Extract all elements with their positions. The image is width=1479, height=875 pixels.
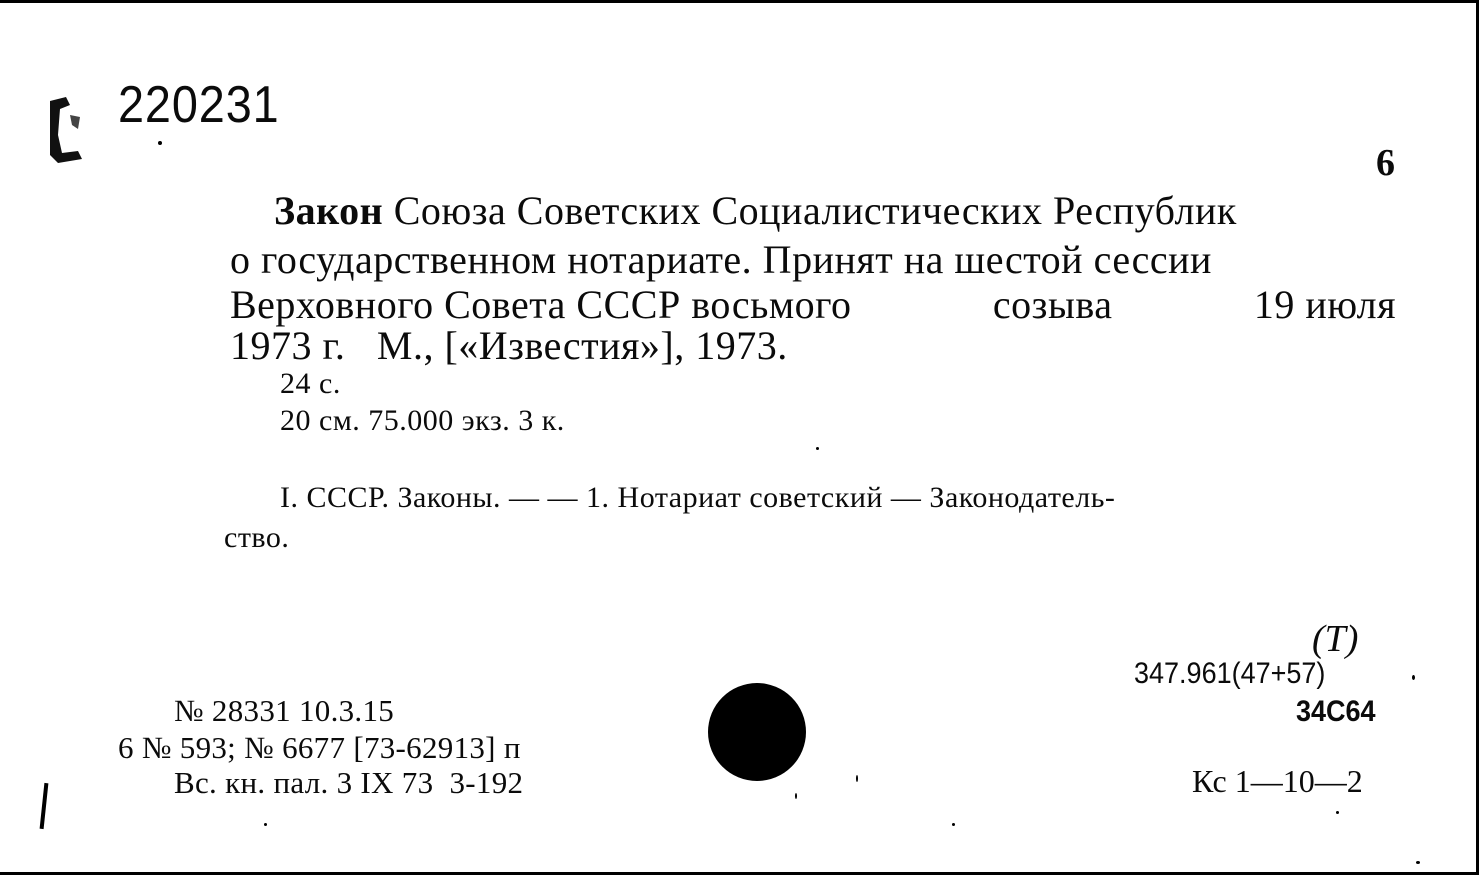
accession-line-1: № 28331 10.3.15	[174, 693, 395, 728]
title-line-2: о государственном нотариате. Принят на шестой сессии	[230, 237, 1212, 282]
title-line-3-part-c: 19 июля	[1253, 282, 1396, 327]
handwritten-mark: (Т)	[1312, 618, 1359, 660]
speck	[952, 823, 955, 826]
speck	[264, 823, 267, 826]
speck	[795, 793, 797, 799]
title-heading: Закон	[274, 188, 384, 233]
speck	[158, 141, 162, 145]
title-line-1	[274, 186, 1402, 235]
kc-code: Кс 1—10—2	[1192, 763, 1363, 799]
pencil-mark	[40, 783, 49, 829]
title-line-3-part-b: созыва	[992, 282, 1113, 327]
accession-line-3: Вс. кн. пал. 3 IX 73 3-192	[174, 765, 524, 800]
shelf-mark: 34С64	[1296, 695, 1376, 728]
imprint-line: 1973 г. М., [«Известия»], 1973.	[230, 323, 788, 368]
accession-line-2: 6 № 593; № 6677 [73-62913] п	[118, 730, 521, 765]
subject-headings-continued: ство.	[224, 521, 290, 554]
punch-hole	[708, 683, 806, 781]
subject-headings: I. СССР. Законы. — — 1. Нотариат советский — Законодатель-	[280, 481, 1116, 514]
udc-index: 347.961(47+57)	[1134, 657, 1326, 690]
speck	[1336, 811, 1339, 814]
copy-count: 6	[1376, 142, 1395, 184]
physical-description: 20 см. 75.000 экз. 3 к.	[280, 404, 565, 437]
page-count: 24 с.	[280, 367, 341, 400]
library-stamp-mark	[44, 95, 88, 165]
speck	[1412, 675, 1415, 680]
speck	[1416, 861, 1420, 864]
card-number: 220231	[118, 76, 280, 134]
speck	[856, 775, 858, 782]
speck	[816, 447, 819, 450]
title-line-3-part-a: Верховного Совета СССР восьмого	[230, 282, 852, 327]
title-line-1-text: Союза Советских Социалистических Республик	[393, 188, 1237, 233]
